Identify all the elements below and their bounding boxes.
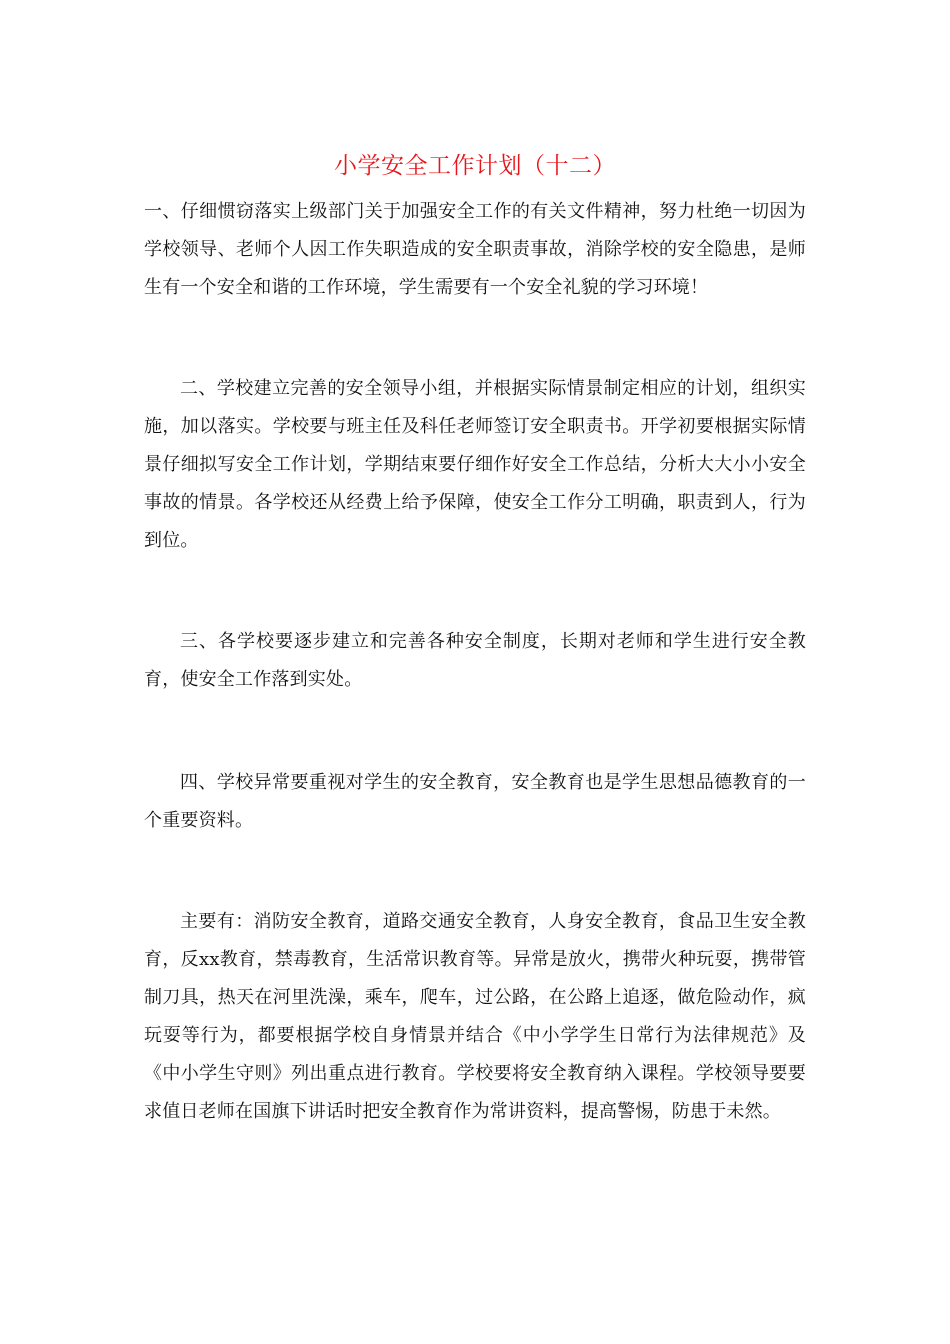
paragraph-4: 四、学校异常要重视对学生的安全教育，安全教育也是学生思想品德教育的一个重要资料。 [144,772,806,831]
document-title: 小学安全工作计划（十二） [334,153,616,179]
paragraph-1: 一、仔细惯窃落实上级部门关于加强安全工作的有关文件精神，努力杜绝一切因为学校领导、老师个人因工作失职造成的安全职责事故，消除学校的安全隐患，是师生有一个安全和谐的工作环境，学生需要有一个安全礼貌的学习环境！ [144,201,806,298]
paragraph-2: 二、学校建立完善的安全领导小组，并根据实际情景制定相应的计划，组织实施，加以落实。学校要与班主任及科任老师签订安全职责书。开学初要根据实际情景仔细拟写安全工作计划，学期结束要仔细作好安全工作总结，分析大大小小安全事故的情景。各学校还从经费上给予保障，使安全工作分工明确，职责到人，行为到位。 [144,378,806,551]
paragraph-3: 三、各学校要逐步建立和完善各种安全制度，长期对老师和学生进行安全教育，使安全工作落到实处。 [144,631,806,690]
paragraph-5: 主要有：消防安全教育，道路交通安全教育，人身安全教育，食品卫生安全教育，反xx教育，禁毒教育，生活常识教育等。异常是放火，携带火种玩耍，携带管制刀具，热天在河里洗澡，乘车，爬车，过公路，在公路上追逐，做危险动作，疯玩耍等行为，都要根据学校自身情景并结合《中小学学生日常行为法律规范》及《中小学生守则》列出重点进行教育。学校要将安全教育纳入课程。学校领导要要求值日老师在国旗下讲话时把安全教育作为常讲资料，提高警惕，防患于未然。 [144,911,806,1122]
